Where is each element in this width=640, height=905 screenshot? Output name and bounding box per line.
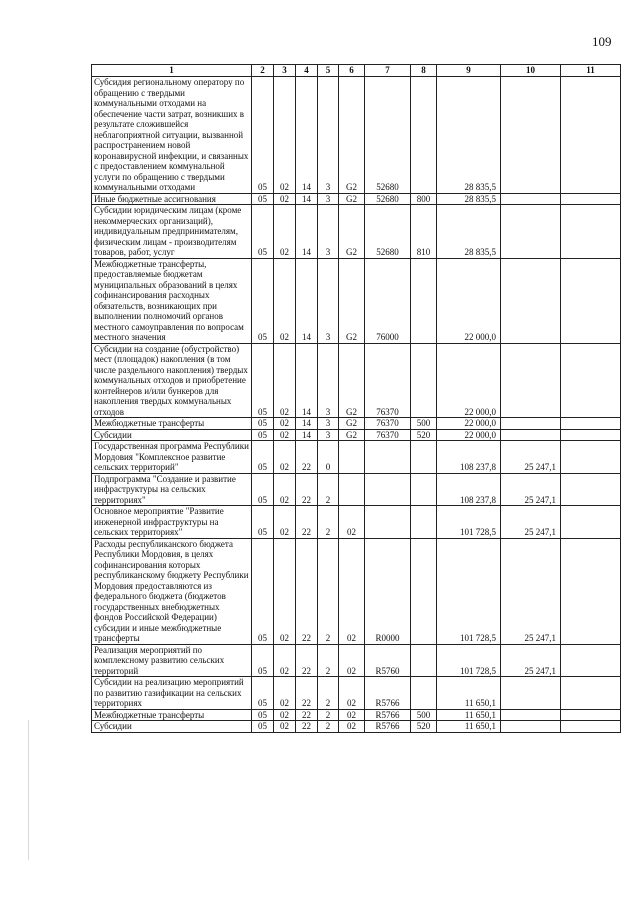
cell-amount: 11 650,1 xyxy=(437,721,501,733)
cell-description: Расходы республиканского бюджета Республики Мордовия, в целях софинансирования которых республиканскому бюджету Республики Мордовия предоставляются из федерального бюджета (бюджетов государственных внебюджетных фондов Российской Федерации) субсидии и иные межбюджетные трансферты xyxy=(92,538,252,644)
table-row xyxy=(92,418,621,430)
table-row xyxy=(92,193,621,205)
cell-program: 22 xyxy=(296,473,318,506)
cell-amount-federal xyxy=(501,677,561,710)
cell-program: 14 xyxy=(296,429,318,441)
table-row xyxy=(92,258,621,343)
table-row xyxy=(92,205,621,259)
cell-expense-type: 800 xyxy=(411,193,437,205)
table-row xyxy=(92,506,621,539)
cell-subprogram: 3 xyxy=(318,343,339,418)
cell-description: Подпрограмма "Создание и развитие инфраструктуры на сельских территориях" xyxy=(92,473,252,506)
column-header: 5 xyxy=(318,65,339,77)
cell-direction: 76370 xyxy=(365,418,411,430)
cell-subprogram: 2 xyxy=(318,709,339,721)
cell-subprogram: 0 xyxy=(318,441,339,474)
cell-amount-federal: 25 247,1 xyxy=(501,644,561,677)
cell-event: 02 xyxy=(339,721,365,733)
cell-amount: 22 000,0 xyxy=(437,418,501,430)
cell-amount: 28 835,5 xyxy=(437,205,501,259)
cell-description: Субсидии на реализацию мероприятий по развитию газификации на сельских территориях xyxy=(92,677,252,710)
cell-subprogram: 2 xyxy=(318,721,339,733)
cell-col-11 xyxy=(561,538,621,644)
cell-subsection: 02 xyxy=(274,538,296,644)
cell-subsection: 02 xyxy=(274,77,296,194)
cell-amount: 22 000,0 xyxy=(437,429,501,441)
cell-expense-type: 810 xyxy=(411,205,437,259)
cell-section: 05 xyxy=(252,193,274,205)
cell-direction: 76000 xyxy=(365,258,411,343)
cell-amount-federal xyxy=(501,418,561,430)
cell-amount: 11 650,1 xyxy=(437,677,501,710)
cell-description: Субсидия региональному оператору по обращению с твердыми коммунальными отходами на обеспечение части затрат, возникших в результате сложившейся неблагоприятной ситуации, вызванной распространением новой коронавирусной инфекции, и связанных с предоставлением коммунальной услуги по обращению с твердыми коммунальными отходами xyxy=(92,77,252,194)
cell-amount-federal: 25 247,1 xyxy=(501,506,561,539)
cell-col-11 xyxy=(561,343,621,418)
cell-event: 02 xyxy=(339,506,365,539)
cell-col-11 xyxy=(561,721,621,733)
cell-subsection: 02 xyxy=(274,193,296,205)
cell-subprogram: 3 xyxy=(318,77,339,194)
cell-description: Межбюджетные трансферты, предоставляемые бюджетам муниципальных образований в целях софинансирования расходных обязательств, возникающих при выполнении полномочий органов местного самоуправления по вопросам местного значения xyxy=(92,258,252,343)
cell-direction: 76370 xyxy=(365,429,411,441)
cell-subprogram: 2 xyxy=(318,644,339,677)
column-header: 11 xyxy=(561,65,621,77)
cell-amount: 101 728,5 xyxy=(437,538,501,644)
cell-event: 02 xyxy=(339,538,365,644)
cell-amount: 22 000,0 xyxy=(437,258,501,343)
cell-col-11 xyxy=(561,77,621,194)
cell-expense-type xyxy=(411,644,437,677)
cell-subsection: 02 xyxy=(274,429,296,441)
cell-description: Основное мероприятие "Развитие инженерной инфраструктуры на сельских территориях" xyxy=(92,506,252,539)
cell-amount-federal xyxy=(501,709,561,721)
cell-subsection: 02 xyxy=(274,418,296,430)
cell-amount: 101 728,5 xyxy=(437,506,501,539)
table-row xyxy=(92,644,621,677)
column-header: 4 xyxy=(296,65,318,77)
cell-subprogram: 3 xyxy=(318,193,339,205)
cell-section: 05 xyxy=(252,429,274,441)
cell-program: 22 xyxy=(296,677,318,710)
cell-event: G2 xyxy=(339,258,365,343)
cell-event: G2 xyxy=(339,429,365,441)
cell-subprogram: 3 xyxy=(318,205,339,259)
cell-description: Субсидии юридическим лицам (кроме некоммерческих организаций), индивидуальным предпринимателям, физическим лицам - производителям товаров, работ, услуг xyxy=(92,205,252,259)
cell-section: 05 xyxy=(252,473,274,506)
cell-description: Межбюджетные трансферты xyxy=(92,709,252,721)
cell-program: 14 xyxy=(296,418,318,430)
cell-expense-type xyxy=(411,677,437,710)
cell-subsection: 02 xyxy=(274,343,296,418)
cell-amount-federal: 25 247,1 xyxy=(501,473,561,506)
scan-artifact-line xyxy=(28,720,29,860)
cell-col-11 xyxy=(561,709,621,721)
cell-amount-federal xyxy=(501,77,561,194)
cell-expense-type: 500 xyxy=(411,709,437,721)
cell-subsection: 02 xyxy=(274,506,296,539)
cell-amount-federal xyxy=(501,258,561,343)
column-header: 6 xyxy=(339,65,365,77)
cell-program: 22 xyxy=(296,709,318,721)
table-row xyxy=(92,429,621,441)
cell-col-11 xyxy=(561,473,621,506)
cell-program: 14 xyxy=(296,258,318,343)
cell-subprogram: 2 xyxy=(318,677,339,710)
header-row xyxy=(92,65,621,77)
column-header: 7 xyxy=(365,65,411,77)
cell-description: Субсидии xyxy=(92,429,252,441)
cell-description: Межбюджетные трансферты xyxy=(92,418,252,430)
cell-expense-type: 520 xyxy=(411,721,437,733)
table-row xyxy=(92,343,621,418)
cell-amount: 28 835,5 xyxy=(437,193,501,205)
cell-event xyxy=(339,473,365,506)
cell-subprogram: 2 xyxy=(318,538,339,644)
column-header: 10 xyxy=(501,65,561,77)
cell-section: 05 xyxy=(252,258,274,343)
cell-subsection: 02 xyxy=(274,709,296,721)
cell-expense-type xyxy=(411,77,437,194)
cell-description: Реализация мероприятий по комплексному развитию сельских территорий xyxy=(92,644,252,677)
cell-section: 05 xyxy=(252,709,274,721)
cell-subsection: 02 xyxy=(274,644,296,677)
cell-event: G2 xyxy=(339,343,365,418)
cell-event: 02 xyxy=(339,677,365,710)
table-row xyxy=(92,709,621,721)
cell-expense-type xyxy=(411,473,437,506)
cell-amount: 108 237,8 xyxy=(437,473,501,506)
cell-description: Субсидии на создание (обустройство) мест (площадок) накопления (в том числе раздельного накопления) твердых коммунальных отходов и приобретение контейнеров и/или бункеров для накопления твердых коммунальных отходов xyxy=(92,343,252,418)
cell-subsection: 02 xyxy=(274,205,296,259)
cell-col-11 xyxy=(561,205,621,259)
page-number: 109 xyxy=(592,34,612,49)
cell-event: G2 xyxy=(339,205,365,259)
cell-section: 05 xyxy=(252,506,274,539)
cell-expense-type xyxy=(411,538,437,644)
cell-program: 22 xyxy=(296,721,318,733)
column-header: 9 xyxy=(437,65,501,77)
cell-expense-type xyxy=(411,506,437,539)
cell-direction xyxy=(365,506,411,539)
cell-expense-type: 520 xyxy=(411,429,437,441)
cell-program: 22 xyxy=(296,506,318,539)
cell-section: 05 xyxy=(252,677,274,710)
cell-expense-type xyxy=(411,441,437,474)
cell-description: Иные бюджетные ассигнования xyxy=(92,193,252,205)
column-header: 1 xyxy=(92,65,252,77)
table-row xyxy=(92,473,621,506)
table-row xyxy=(92,721,621,733)
cell-expense-type xyxy=(411,343,437,418)
cell-description: Субсидии xyxy=(92,721,252,733)
cell-col-11 xyxy=(561,677,621,710)
cell-col-11 xyxy=(561,193,621,205)
cell-direction: 76370 xyxy=(365,343,411,418)
cell-col-11 xyxy=(561,429,621,441)
cell-subsection: 02 xyxy=(274,258,296,343)
cell-amount-federal xyxy=(501,343,561,418)
cell-event xyxy=(339,441,365,474)
cell-expense-type: 500 xyxy=(411,418,437,430)
cell-program: 22 xyxy=(296,538,318,644)
cell-section: 05 xyxy=(252,77,274,194)
cell-col-11 xyxy=(561,644,621,677)
cell-amount: 101 728,5 xyxy=(437,644,501,677)
cell-program: 22 xyxy=(296,644,318,677)
cell-section: 05 xyxy=(252,538,274,644)
cell-direction: R5760 xyxy=(365,644,411,677)
cell-direction: R5766 xyxy=(365,721,411,733)
cell-section: 05 xyxy=(252,644,274,677)
cell-direction: R5766 xyxy=(365,677,411,710)
cell-event: G2 xyxy=(339,193,365,205)
cell-subsection: 02 xyxy=(274,473,296,506)
cell-direction: 52680 xyxy=(365,77,411,194)
cell-amount-federal xyxy=(501,429,561,441)
column-header: 3 xyxy=(274,65,296,77)
cell-direction: 52680 xyxy=(365,205,411,259)
cell-amount-federal: 25 247,1 xyxy=(501,441,561,474)
cell-program: 14 xyxy=(296,77,318,194)
cell-event: 02 xyxy=(339,709,365,721)
cell-section: 05 xyxy=(252,441,274,474)
cell-section: 05 xyxy=(252,418,274,430)
cell-event: G2 xyxy=(339,418,365,430)
cell-amount: 28 835,5 xyxy=(437,77,501,194)
table-row xyxy=(92,441,621,474)
cell-section: 05 xyxy=(252,721,274,733)
budget-table xyxy=(91,64,621,733)
cell-col-11 xyxy=(561,258,621,343)
cell-event: G2 xyxy=(339,77,365,194)
cell-subsection: 02 xyxy=(274,677,296,710)
table-row xyxy=(92,677,621,710)
cell-program: 14 xyxy=(296,193,318,205)
column-header: 2 xyxy=(252,65,274,77)
cell-description: Государственная программа Республики Мордовия "Комплексное развитие сельских территорий" xyxy=(92,441,252,474)
cell-direction: 52680 xyxy=(365,193,411,205)
cell-subprogram: 3 xyxy=(318,258,339,343)
cell-subprogram: 2 xyxy=(318,506,339,539)
cell-direction: R0000 xyxy=(365,538,411,644)
column-header: 8 xyxy=(411,65,437,77)
cell-direction xyxy=(365,473,411,506)
table-row xyxy=(92,538,621,644)
cell-direction xyxy=(365,441,411,474)
cell-col-11 xyxy=(561,506,621,539)
cell-amount: 11 650,1 xyxy=(437,709,501,721)
cell-amount-federal xyxy=(501,721,561,733)
cell-event: 02 xyxy=(339,644,365,677)
cell-subprogram: 3 xyxy=(318,418,339,430)
cell-direction: R5766 xyxy=(365,709,411,721)
cell-program: 14 xyxy=(296,205,318,259)
cell-subsection: 02 xyxy=(274,441,296,474)
cell-expense-type xyxy=(411,258,437,343)
cell-subprogram: 3 xyxy=(318,429,339,441)
cell-amount-federal xyxy=(501,193,561,205)
cell-amount: 22 000,0 xyxy=(437,343,501,418)
cell-subsection: 02 xyxy=(274,721,296,733)
cell-program: 14 xyxy=(296,343,318,418)
cell-col-11 xyxy=(561,441,621,474)
cell-section: 05 xyxy=(252,205,274,259)
table-row xyxy=(92,77,621,194)
cell-program: 22 xyxy=(296,441,318,474)
cell-amount-federal xyxy=(501,205,561,259)
cell-subprogram: 2 xyxy=(318,473,339,506)
cell-amount: 108 237,8 xyxy=(437,441,501,474)
cell-section: 05 xyxy=(252,343,274,418)
cell-col-11 xyxy=(561,418,621,430)
cell-amount-federal: 25 247,1 xyxy=(501,538,561,644)
